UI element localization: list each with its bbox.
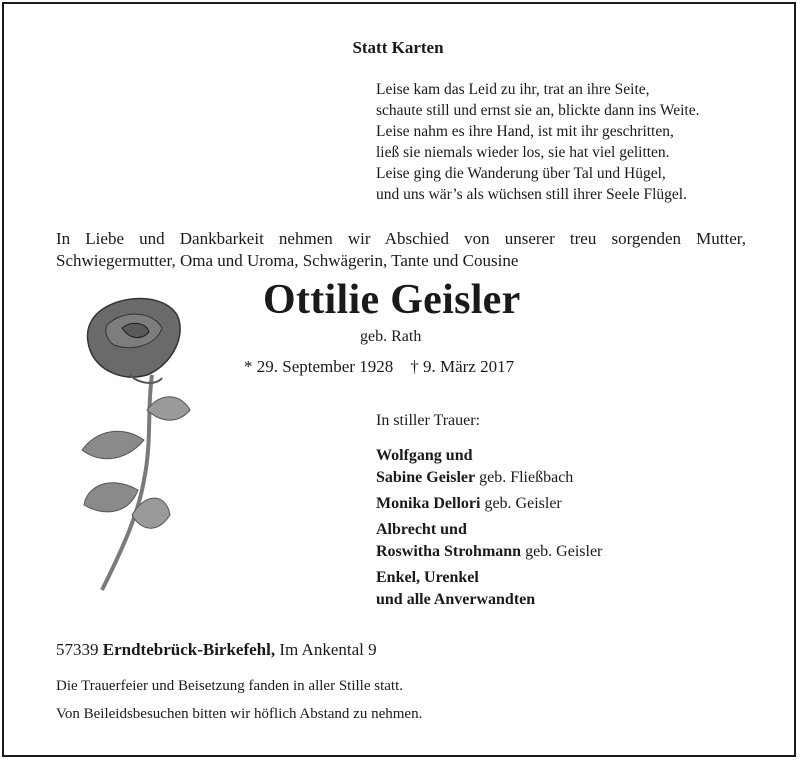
address: [56, 640, 377, 660]
life-dates: * 29. September 1928 † 9. März 2017: [244, 357, 515, 376]
poem-line: Leise ging die Wanderung über Tal und Hügel,: [376, 165, 666, 182]
header-statt-karten: Statt Karten: [352, 38, 444, 57]
address-city: Erndtebrück-Birkefehl,: [102, 640, 276, 659]
maiden-name: geb. Rath: [360, 328, 422, 345]
mourner-name: Sabine Geisler: [376, 469, 476, 486]
deceased-name: Ottilie Geisler: [263, 277, 521, 323]
poem-line: Leise kam das Leid zu ihr, trat an ihre Seite,: [376, 81, 650, 98]
mourner-name: und alle Anverwandten: [376, 591, 536, 608]
poem-line: schaute still und ernst sie an, blickte dann ins Weite.: [376, 102, 700, 119]
mourner-group: [376, 519, 602, 563]
mourner-name: Monika Dellori: [376, 495, 481, 512]
address-street: Im Ankental 9: [279, 640, 377, 659]
mourner-group: [376, 445, 602, 489]
mourner-name: Wolfgang und: [376, 447, 473, 464]
mourners-list: [376, 445, 602, 615]
mourner-name: Roswitha Strohmann: [376, 543, 522, 560]
poem-line: ließ sie niemals wieder los, sie hat viel gelitten.: [376, 144, 670, 161]
poem-line: Leise nahm es ihre Hand, ist mit ihr geschritten,: [376, 123, 674, 140]
intro-line-1: In Liebe und Dankbarkeit nehmen wir Abschied von unserer treu sorgenden Mutter,: [56, 229, 746, 248]
intro-text: [56, 228, 746, 272]
rose-icon: [52, 290, 202, 600]
mourner-name: Albrecht und: [376, 521, 467, 538]
poem-line: und uns wär’s als wüchsen still ihrer Seele Flügel.: [376, 186, 687, 203]
intro-line-2: Schwiegermutter, Oma und Uroma, Schwägerin, Tante und Cousine: [56, 251, 519, 270]
mourner-group: [376, 567, 602, 611]
mourner-birthname: geb. Geisler: [525, 543, 603, 560]
note-condolence: Von Beileidsbesuchen bitten wir höflich Abstand zu nehmen.: [56, 706, 423, 722]
mourner-group: [376, 493, 602, 515]
mourner-birthname: geb. Geisler: [484, 495, 562, 512]
mourning-label: In stiller Trauer:: [376, 412, 480, 429]
mourner-name: Enkel, Urenkel: [376, 569, 479, 586]
address-zip: 57339: [56, 640, 99, 659]
poem: [376, 79, 699, 205]
note-ceremony: Die Trauerfeier und Beisetzung fanden in aller Stille statt.: [56, 678, 403, 694]
mourner-birthname: geb. Fließbach: [479, 469, 574, 486]
